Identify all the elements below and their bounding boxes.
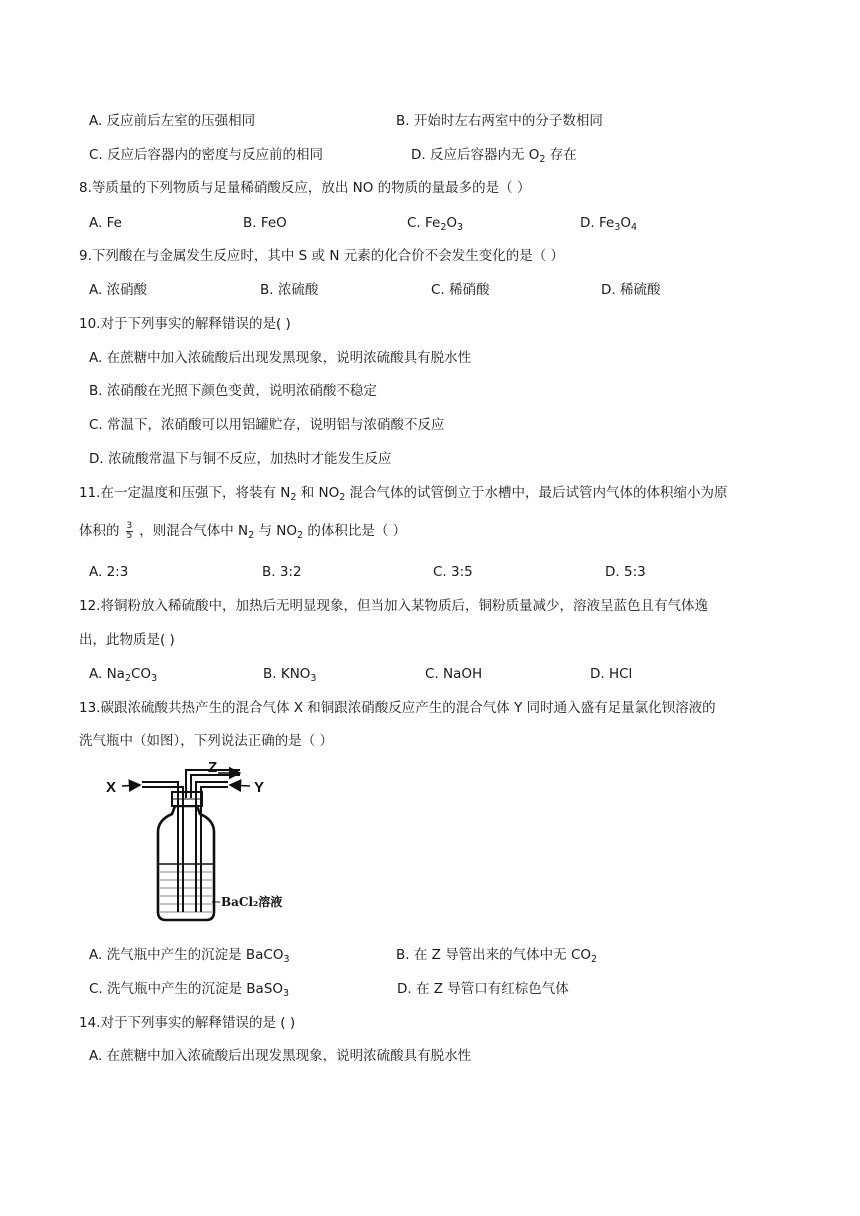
q14-option-a: A. 在蔗糖中加入浓硫酸后出现发黑现象，说明浓硫酸具有脱水性 [89, 1048, 472, 1064]
q12-option-d: D. HCl [590, 666, 633, 682]
q10-option-c: C. 常温下，浓硝酸可以用铝罐贮存，说明铝与浓硝酸不反应 [89, 417, 445, 433]
q12-stem-line1: 12.将铜粉放入稀硫酸中，加热后无明显现象，但当加入某物质后，铜粉质量减少，溶液呈蓝色且有气体逸 [79, 598, 708, 614]
q13-stem-line2: 洗气瓶中（如图），下列说法正确的是（ ） [79, 733, 334, 749]
q11-option-b: B. 3:2 [262, 564, 302, 580]
q9-option-a: A. 浓硝酸 [89, 282, 148, 298]
q12-option-c: C. NaOH [425, 666, 483, 682]
gas-washing-bottle-diagram [100, 762, 305, 927]
q7-option-a: A. 反应前后左室的压强相同 [89, 113, 256, 129]
q13-option-d: D. 在 Z 导管口有红棕色气体 [397, 981, 569, 997]
q12-stem-line2: 出，此物质是( ) [79, 632, 175, 648]
q8-option-d: D. $Fe_3O_4$ [580, 215, 638, 233]
label-y: Y [254, 779, 265, 796]
q9-stem: 9.下列酸在与金属发生反应时，其中 S 或 N 元素的化合价不会发生变化的是（ ） [79, 248, 565, 264]
q10-option-b: B. 浓硝酸在光照下颜色变黄，说明浓硝酸不稳定 [89, 383, 377, 399]
q11-option-d: D. 5:3 [605, 564, 646, 580]
q7-option-b: B. 开始时左右两室中的分子数相同 [396, 113, 603, 129]
q11-option-a: A. 2:3 [89, 564, 129, 580]
arrow-x [122, 785, 140, 786]
q8-option-b: B. FeO [243, 215, 287, 231]
q10-stem: 10.对于下列事实的解释错误的是( ) [79, 316, 291, 332]
q8-stem: 8.等质量的下列物质与足量稀硝酸反应，放出 NO 的物质的量最多的是（ ） [79, 180, 531, 196]
fraction: $\frac{3}{5}$ [126, 520, 133, 541]
q9-option-d: D. 稀硫酸 [601, 282, 661, 298]
q8-option-c: C. $Fe_2O_3$ [407, 215, 464, 233]
q8-option-a: A. Fe [89, 215, 122, 231]
q9-option-c: C. 稀硝酸 [431, 282, 490, 298]
label-bacl2-solution: BaCl₂溶液 [221, 895, 283, 909]
q7-option-d: D. 反应后容器内无 $O_2$ 存在 [411, 147, 577, 165]
q9-option-b: B. 浓硫酸 [260, 282, 319, 298]
q10-option-d: D. 浓硫酸常温下与铜不反应，加热时才能发生反应 [89, 451, 392, 467]
q7-option-c: C. 反应后容器内的密度与反应前的相同 [89, 147, 324, 163]
q12-option-a: A. $Na_2CO_3$ [89, 666, 158, 684]
q13-option-b: B. 在 Z 导管出来的气体中无 $CO_2$ [396, 947, 598, 965]
q11-stem-line1: 11.在一定温度和压强下，将装有 $N_2$ 和 $NO_2$ 混合气体的试管倒立于水槽中，最后试管内气体的体积缩小为原 [79, 485, 728, 503]
q11-stem-line2: 体积的 $\frac{3}{5}$ ，则混合气体中 $N_2$ 与 $NO_2$ 的体积比是（ ） [79, 520, 407, 541]
q14-stem: 14.对于下列事实的解释错误的是 ( ) [79, 1015, 296, 1031]
q12-option-b: B. $KNO_3$ [263, 666, 317, 684]
arrow-y [230, 785, 250, 786]
q11-option-c: C. 3:5 [433, 564, 473, 580]
q13-stem-line1: 13.碳跟浓硫酸共热产生的混合气体 X 和铜跟浓硝酸反应产生的混合气体 Y 同时通入盛有足量氯化钡溶液的 [79, 700, 716, 716]
q13-option-c: C. 洗气瓶中产生的沉淀是 BaSO$_3$ [89, 981, 290, 999]
q10-option-a: A. 在蔗糖中加入浓硫酸后出现发黑现象，说明浓硫酸具有脱水性 [89, 350, 472, 366]
q13-option-a: A. 洗气瓶中产生的沉淀是 BaCO$_3$ [89, 947, 290, 965]
label-z: Z [208, 762, 218, 776]
label-x: X [106, 779, 117, 796]
